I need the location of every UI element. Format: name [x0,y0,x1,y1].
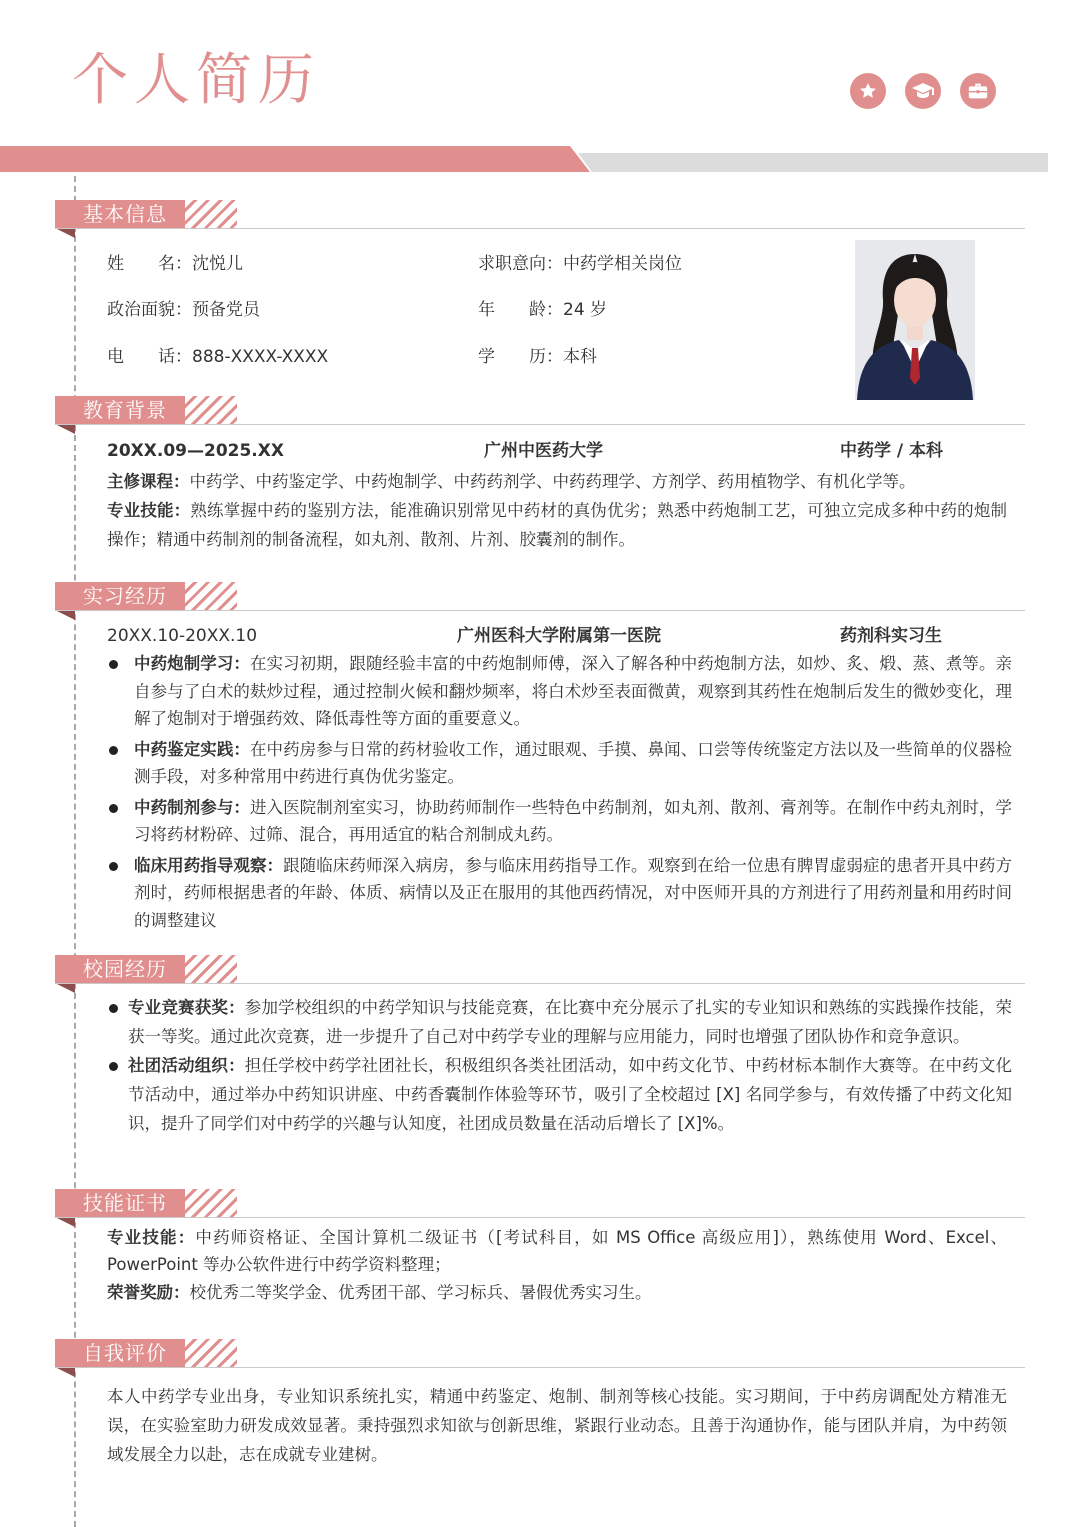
section-stripes [185,200,237,228]
internship-role: 药剂科实习生 [840,626,942,646]
intent-value: 中药学相关岗位 [563,254,682,274]
education-row [107,439,997,463]
section-title: 自我评价 [55,1339,185,1367]
certs-honor: 荣誉奖励：校优秀二等奖学金、优秀团干部、学习标兵、暑假优秀实习生。 [107,1283,652,1302]
section-rule [55,424,1025,425]
section-header-campus [55,955,1025,995]
list-item: 临床用药指导观察：跟随临床药师深入病房，参与临床用药指导工作。观察到在给一位患有脾胃虚弱症的患者开具中药方剂时，药师根据患者的年龄、体质、病情以及正在服用的其他西药情况，对中医师开具的方剂进行了用药剂量和用药时间的调整建议 [107,852,1012,935]
basic-name: 姓 名：沈悦儿 [107,254,243,274]
section-title: 校园经历 [55,955,185,983]
header-band-accent [0,146,590,172]
education-major: 中药学 / 本科 [840,441,944,461]
basic-degree: 学 历：本科 [478,347,597,367]
section-stripes [185,582,237,610]
education-skills: 专业技能：熟练掌握中药的鉴别方法，能准确识别常见中药材的真伪优劣；熟悉中药炮制工艺，可独立完成多种中药的炮制操作；精通中药制剂的制备流程，如丸剂、散剂、片剂、胶囊剂的制作。 [107,501,1008,549]
section-stripes [185,396,237,424]
basic-politics: 政治面貌：预备党员 [107,300,260,320]
basic-phone: 电 话：888-XXXX-XXXX [107,347,329,367]
section-rule [55,228,1025,229]
section-title: 实习经历 [55,582,185,610]
basic-age: 年 龄：24 岁 [478,300,608,320]
section-header-basic [55,200,1025,240]
campus-list [107,993,1012,1138]
certs-skill: 专业技能：中药师资格证、全国计算机二级证书（[考试科目，如 MS Office 高级应用]），熟练使用 Word、Excel、PowerPoint 等办公软件进行中药学资料整理； [107,1228,1008,1274]
internship-list [107,650,1012,937]
list-item: 社团活动组织：担任学校中药学社团社长，积极组织各类社团活动，如中药文化节、中药材标本制作大赛等。在中药文化节活动中，通过举办中药知识讲座、中药香囊制作体验等环节，吸引了全校超过 [X] 名同学参与，有效传播了中药文化知识，提升了同学们对中药学的兴趣与认知度，社团成员数量在活动后增长了 [X]%。 [107,1051,1012,1138]
section-title: 技能证书 [55,1189,185,1217]
timeline-dashed-line [74,176,76,1527]
section-header-education [55,396,1025,436]
internship-row [107,624,997,648]
section-rule [55,1217,1025,1218]
education-period: 20XX.09—2025.XX [107,441,284,461]
basic-intent: 求职意向：中药学相关岗位 [478,254,682,274]
list-item: 中药鉴定实践：在中药房参与日常的药材验收工作，通过眼观、手摸、鼻闻、口尝等传统鉴定方法以及一些简单的仪器检测手段，对多种常用中药进行真伪优劣鉴定。 [107,736,1012,791]
degree-value: 本科 [563,347,597,367]
education-courses: 主修课程：中药学、中药鉴定学、中药炮制学、中药药剂学、中药药理学、方剂学、药用植物学、有机化学等。 [107,472,916,491]
section-header-self [55,1339,1025,1379]
section-rule [55,983,1025,984]
section-header-internship [55,582,1025,622]
list-item: 中药制剂参与：进入医院制剂室实习，协助药师制作一些特色中药制剂，如丸剂、散剂、膏剂等。在制作中药丸剂时，学习将药材粉碎、过筛、混合，再用适宜的粘合剂制成丸药。 [107,794,1012,849]
profile-photo [855,240,975,400]
graduation-cap-icon [905,73,941,109]
internship-period: 20XX.10-20XX.10 [107,626,258,646]
politics-value: 预备党员 [192,300,260,320]
section-header-skills [55,1189,1025,1229]
section-stripes [185,1189,237,1217]
name-value: 沈悦儿 [192,254,243,274]
internship-org: 广州医科大学附属第一医院 [457,626,661,646]
section-rule [55,610,1025,611]
section-stripes [185,1339,237,1367]
section-stripes [185,955,237,983]
section-title: 教育背景 [55,396,185,424]
age-value: 24 岁 [563,300,608,320]
header-icons [850,73,996,109]
list-item: 中药炮制学习：在实习初期，跟随经验丰富的中药炮制师傅，深入了解各种中药炮制方法，如炒、炙、煅、蒸、煮等。亲自参与了白术的麸炒过程，通过控制火候和翻炒频率，将白术炒至表面微黄，观察到其药性在炮制后发生的微妙变化，理解了炮制对于增强药效、降低毒性等方面的重要意义。 [107,650,1012,733]
self-evaluation: 本人中药学专业出身，专业知识系统扎实，精通中药鉴定、炮制、制剂等核心技能。实习期间，于中药房调配处方精准无误，在实验室助力研发成效显著。秉持强烈求知欲与创新思维，紧跟行业动态。且善于沟通协作，能与团队并肩，为中药领域发展全力以赴，志在成就专业建树。 [107,1387,1007,1464]
star-icon [850,73,886,109]
section-title: 基本信息 [55,200,185,228]
section-rule [55,1367,1025,1368]
header-band-gray [578,153,1048,172]
phone-value: 888-XXXX-XXXX [192,347,329,367]
list-item: 专业竞赛获奖：参加学校组织的中药学知识与技能竞赛，在比赛中充分展示了扎实的专业知识和熟练的实践操作技能，荣获一等奖。通过此次竞赛，进一步提升了自己对中药学专业的理解与应用能力，同时也增强了团队协作和竞争意识。 [107,993,1012,1051]
education-school: 广州中医药大学 [484,441,603,461]
briefcase-icon [960,73,996,109]
page-title: 个人简历 [72,48,320,113]
